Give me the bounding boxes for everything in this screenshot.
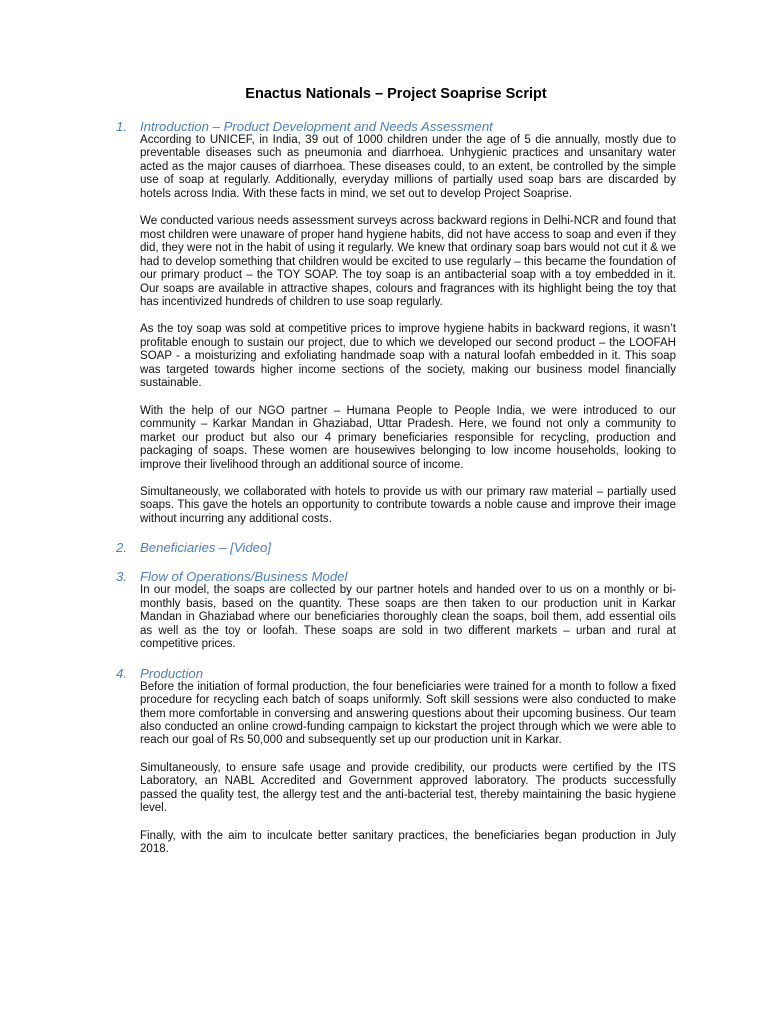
section-title: Flow of Operations/Business Model	[140, 569, 348, 585]
section-title: Introduction – Product Development and Needs Assessment	[140, 119, 493, 134]
paragraph: With the help of our NGO partner – Humana People to People India, we were introduced to our community – Karkar Mandan in Ghaziabad, Uttar Pradesh. Here, we found not only a community to market our product but also our 4 primary beneficiaries responsible for recycling, production and packaging of soaps. These women are housewives belonging to low income households, looking to improve their livelihood through an additional source of income.	[140, 404, 676, 471]
section-business-model	[116, 569, 676, 651]
document-title: Enactus Nationals – Project Soaprise Script	[245, 86, 547, 102]
paragraph: According to UNICEF, in India, 39 out of 1000 children under the age of 5 die annually, mostly due to preventable diseases such as pneumonia and diarrhoea. Unhygienic practices and unsanitary water acted as the major causes of diarrhoea. These diseases could, to an extent, be controlled by the simple use of soap at regularly. Additionally, everyday millions of partially used soap bars are discarded by hotels across India. With these facts in mind, we set out to develop Project Soaprise.	[140, 134, 676, 200]
paragraph: In our model, the soaps are collected by our partner hotels and handed over to us on a monthly or bi-monthly basis, based on the quantity. These soaps are then taken to our production unit in Karkar Mandan in Ghaziabad where our beneficiaries thoroughly clean the soaps, boil them, add essential oils as well as the toy or loofah. These soaps are sold in two different markets – urban and rural at competitive prices.	[140, 584, 676, 651]
section-number: 4.	[116, 665, 127, 681]
section-title: Production	[140, 665, 204, 681]
paragraph: Simultaneously, to ensure safe usage and provide credibility, our products were certified by the ITS Laboratory, an NABL Accredited and Government approved laboratory. The products successfully passed the quality test, the allergy test and the anti-bacterial test, thereby maintaining the basic hygiene level.	[140, 761, 676, 815]
section-heading	[116, 569, 676, 584]
paragraph: We conducted various needs assessment surveys across backward regions in Delhi-NCR and found that most children were unaware of proper hand hygiene habits, did not have access to soap and even if they did, they were not in the habit of using it regularly. We knew that ordinary soap bars would not cut it & we had to develop something that children would be excited to use regularly – this became the foundation of our primary product – the TOY SOAP. The toy soap is an antibacterial soap with a toy embedded in it. Our soaps are available in attractive shapes, colours and fragrances with its highlight being the toy that has incentivized hundreds of children to use soap regularly.	[140, 215, 676, 308]
paragraph: Finally, with the aim to inculcate better sanitary practices, the beneficiaries began production in July 2018.	[140, 829, 676, 856]
paragraph: As the toy soap was sold at competitive prices to improve hygiene habits in backward regions, it wasn’t profitable enough to sustain our project, due to which we developed our second product – the LOOFAH SOAP - a moisturizing and exfoliating handmade soap with a natural loofah embedded in it. This soap was targeted towards higher income sections of the society, making our business model financially sustainable.	[140, 323, 676, 390]
section-heading	[116, 540, 676, 555]
section-beneficiaries	[116, 540, 676, 555]
section-heading	[116, 666, 676, 681]
section-introduction	[116, 119, 676, 526]
section-production	[116, 666, 676, 857]
paragraph: Simultaneously, we collaborated with hotels to provide us with our primary raw material – partially used soaps. This gave the hotels an opportunity to contribute towards a noble cause and improve their image without incurring any additional costs.	[140, 485, 676, 525]
section-title: Beneficiaries – [Video]	[140, 540, 271, 556]
section-number: 1.	[116, 119, 127, 134]
paragraph: Before the initiation of formal production, the four beneficiaries were trained for a month to follow a fixed procedure for recycling each batch of soaps uniformly. Soft skill sessions were also conducted to make them more comfortable in conversing and answering questions about their upcoming business. Our team also conducted an online crowd-funding campaign to kickstart the project through which we were able to reach our goal of Rs 50,000 and subsequently set up our production unit in Karkar.	[140, 680, 676, 747]
section-heading	[116, 119, 676, 134]
section-number: 3.	[116, 569, 127, 585]
section-number: 2.	[116, 540, 127, 556]
